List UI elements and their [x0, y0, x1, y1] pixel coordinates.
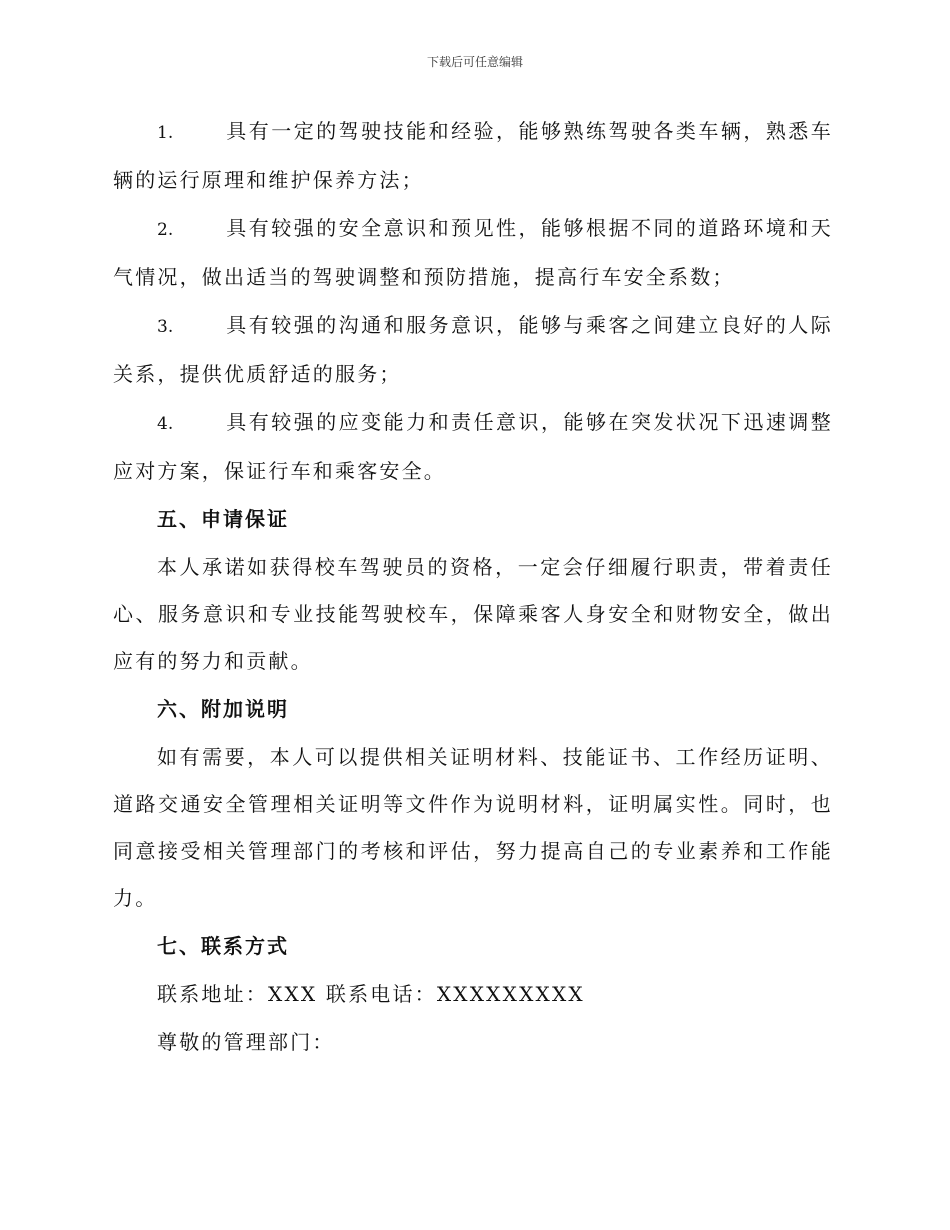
- section-heading-guarantee: 五、申请保证: [157, 507, 289, 531]
- list-number: 1.: [157, 123, 174, 143]
- section-heading-notes: 六、附加说明: [157, 697, 289, 721]
- list-item-text: 具有较强的安全意识和预见性，能够根据不同的道路环境和天气情况，做出适当的驾驶调整和预防措施，提高行车安全系数；: [113, 216, 833, 289]
- document-body: [113, 108, 833, 1066]
- contact-line: 联系地址：XXX 联系电话：XXXXXXXXX: [157, 982, 585, 1006]
- salutation-line: 尊敬的管理部门：: [157, 1030, 335, 1054]
- list-item: [113, 205, 833, 301]
- list-item-text: 具有较强的沟通和服务意识，能够与乘客之间建立良好的人际关系，提供优质舒适的服务；: [113, 313, 833, 386]
- list-item-text: 具有一定的驾驶技能和经验，能够熟练驾驶各类车辆，熟悉车辆的运行原理和维护保养方法；: [113, 119, 833, 192]
- list-number: 3.: [157, 317, 174, 337]
- section-paragraph-guarantee: 本人承诺如获得校车驾驶员的资格，一定会仔细履行职责，带着责任心、服务意识和专业技能驾驶校车，保障乘客人身安全和财物安全，做出应有的努力和贡献。: [113, 555, 833, 673]
- list-item: [113, 302, 833, 398]
- list-item: [113, 399, 833, 495]
- list-number: 4.: [157, 414, 174, 434]
- list-item: [113, 108, 833, 204]
- page-header: 下载后可任意编辑: [426, 55, 523, 69]
- list-item-text: 具有较强的应变能力和责任意识，能够在突发状况下迅速调整应对方案，保证行车和乘客安全。: [113, 410, 833, 483]
- section-heading-contact: 七、联系方式: [157, 934, 289, 958]
- list-number: 2.: [157, 220, 174, 240]
- section-paragraph-notes: 如有需要，本人可以提供相关证明材料、技能证书、工作经历证明、道路交通安全管理相关证明等文件作为说明材料，证明属实性。同时，也同意接受相关管理部门的考核和评估，努力提高自己的专业素养和工作能力。: [113, 745, 833, 910]
